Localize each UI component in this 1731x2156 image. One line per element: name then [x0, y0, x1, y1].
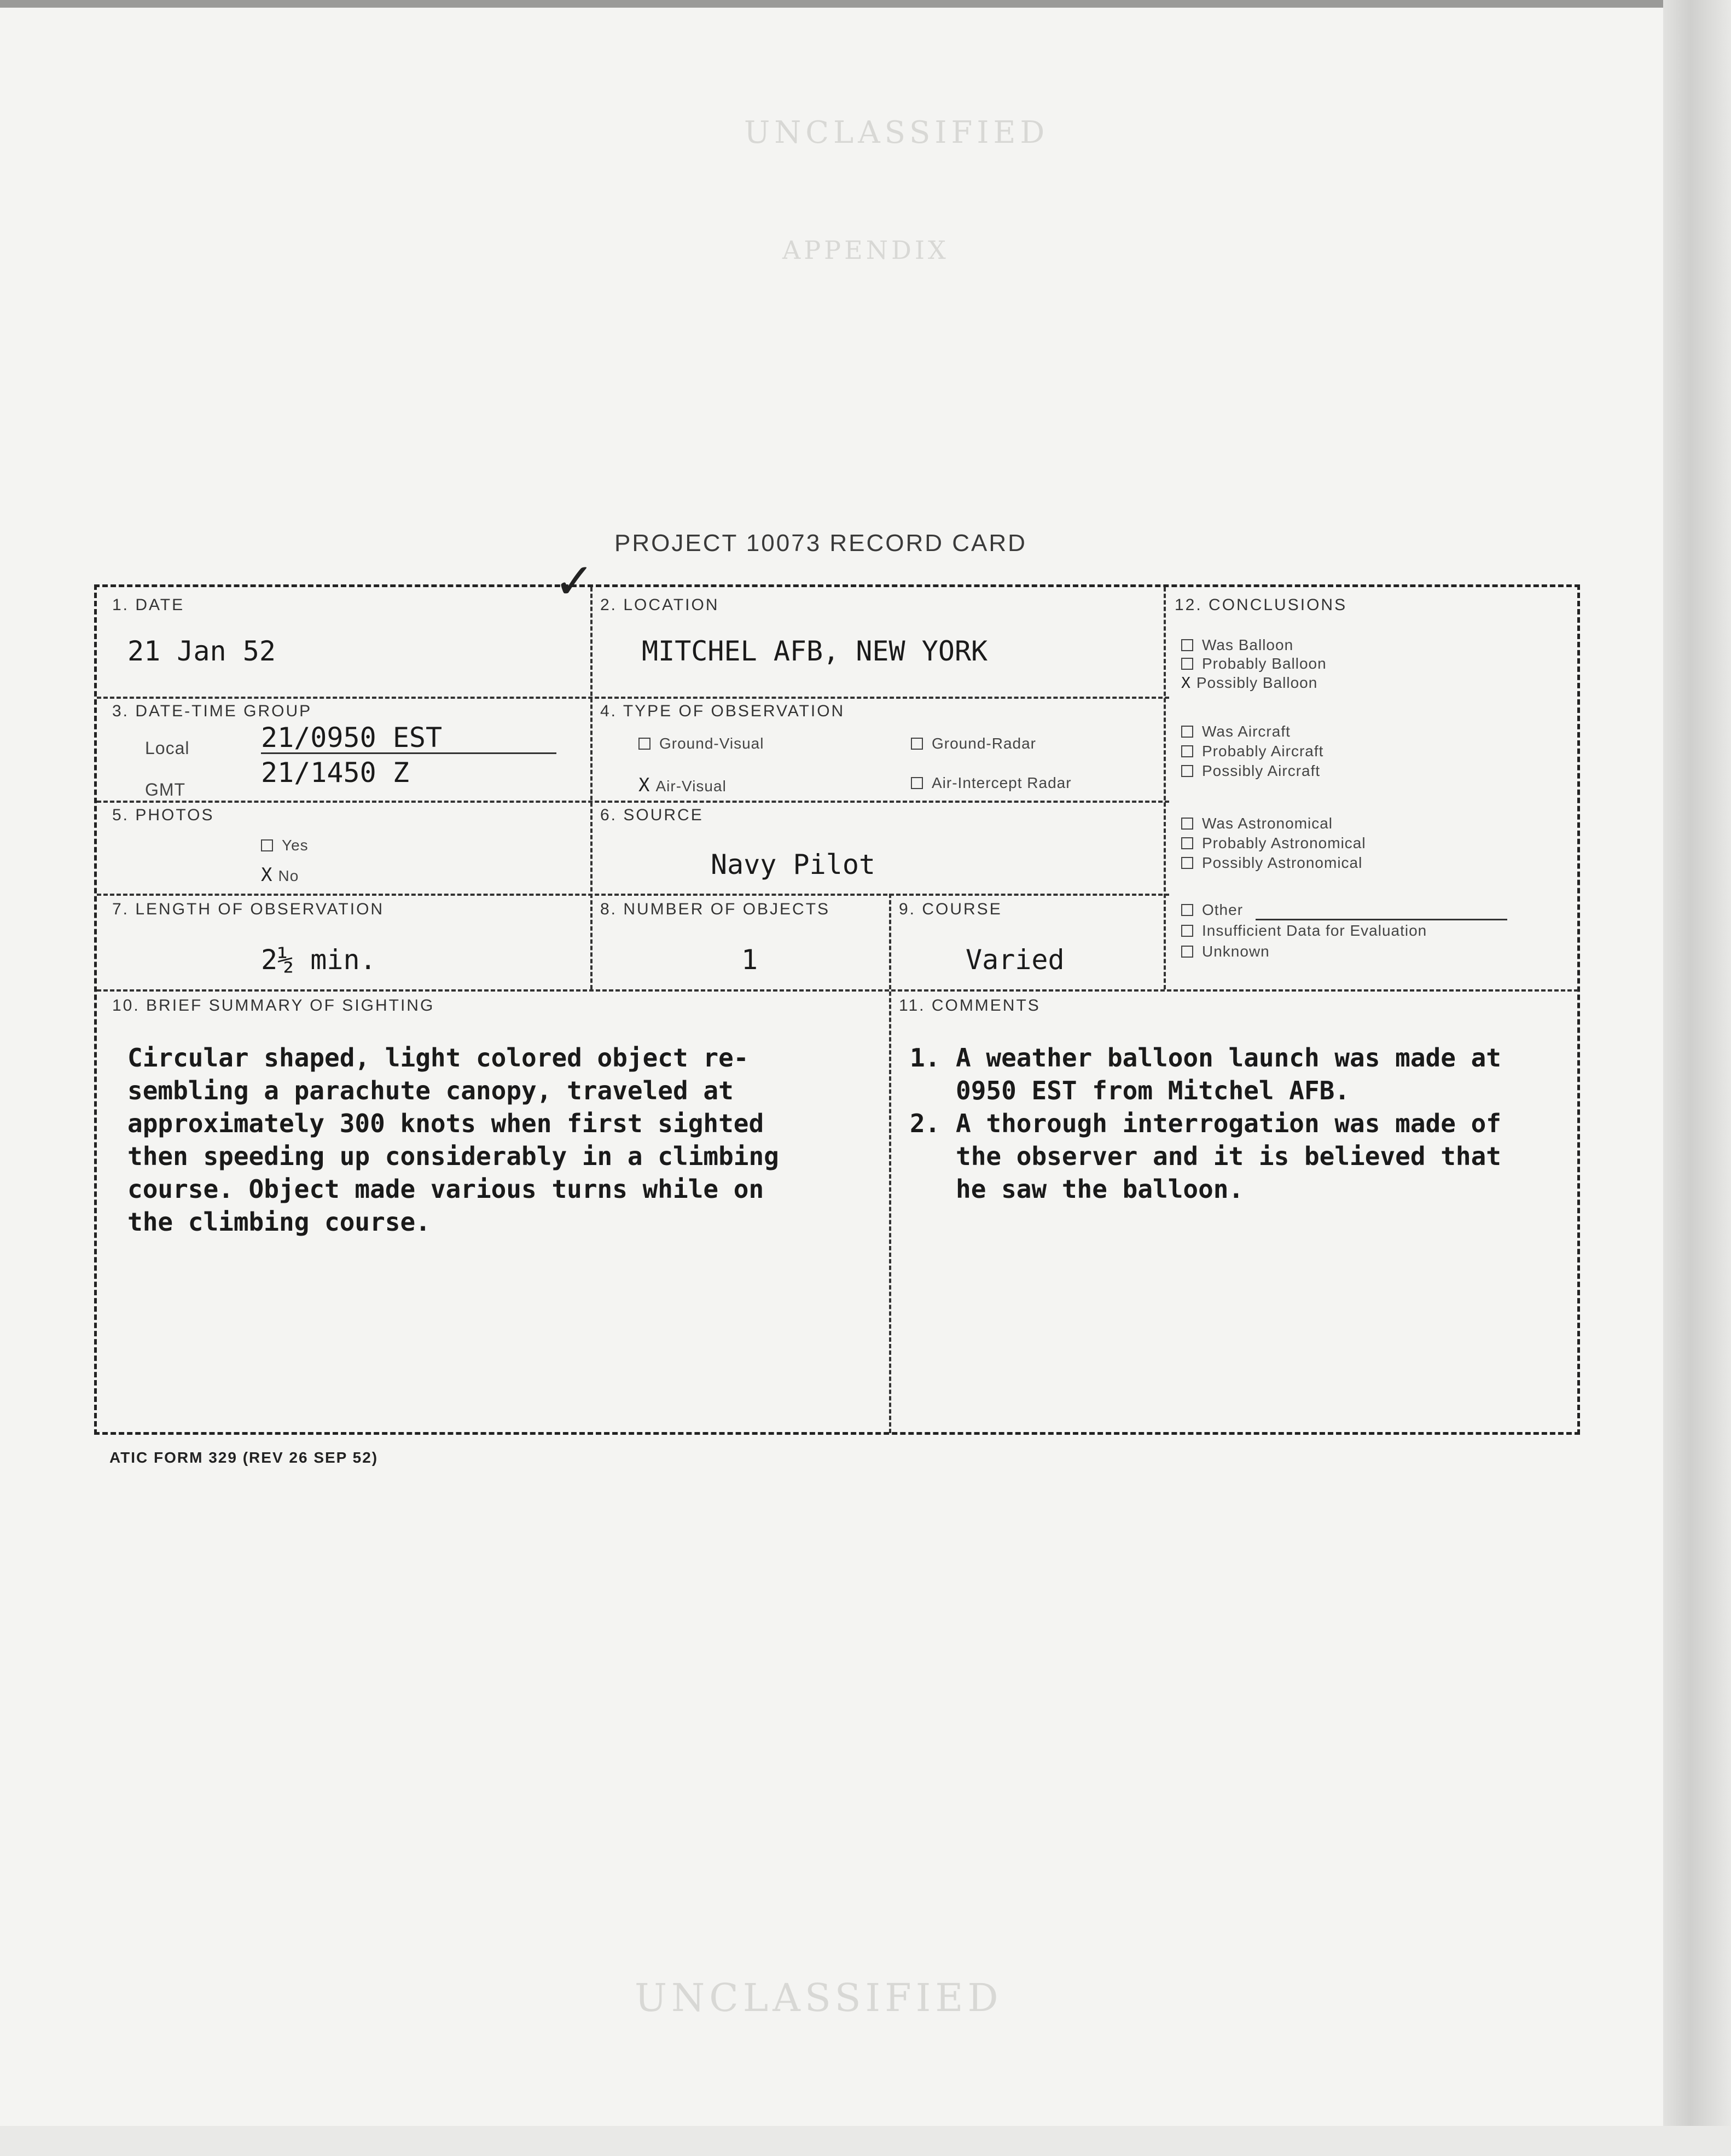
source-value: Navy Pilot: [711, 849, 876, 880]
checkbox-was-balloon[interactable]: [1181, 639, 1193, 651]
checkbox-possibly-aircraft[interactable]: [1181, 765, 1193, 777]
summary-line: approximately 300 knots when first sighted: [127, 1109, 764, 1138]
comment-number: 2.: [910, 1109, 940, 1138]
photos-label: 5. PHOTOS: [112, 806, 214, 824]
concl-insufficient-data[interactable]: Insufficient Data for Evaluation: [1181, 922, 1427, 940]
summary-line: the climbing course.: [127, 1207, 431, 1237]
divider-col-1: [590, 587, 593, 989]
opt-ground-visual[interactable]: Ground-Visual: [638, 735, 764, 752]
comment-number: 1.: [910, 1043, 940, 1073]
comment-line: A thorough interrogation was made of: [956, 1109, 1501, 1138]
divider-row-4: [97, 989, 1578, 992]
concl-other-underline: [1256, 919, 1507, 920]
comment-item: [910, 1041, 1501, 1107]
divider-col-2: [889, 894, 891, 1433]
course-label: 9. COURSE: [899, 900, 1002, 918]
card-title: PROJECT 10073 RECORD CARD: [614, 530, 1027, 557]
concl-unknown[interactable]: Unknown: [1181, 943, 1270, 960]
dtg-local-underline: [261, 752, 556, 754]
summary-line: course. Object made various turns while on: [127, 1174, 764, 1204]
comment-line: the observer and it is believed that: [956, 1141, 1501, 1171]
summary-label: 10. BRIEF SUMMARY OF SIGHTING: [112, 996, 435, 1015]
concl-possibly-astronomical[interactable]: Possibly Astronomical: [1181, 854, 1362, 872]
scan-top-edge: [0, 0, 1731, 8]
checkbox-ground-visual[interactable]: [638, 738, 650, 750]
scan-bottom-edge: [0, 2126, 1731, 2156]
date-label: 1. DATE: [112, 596, 185, 614]
length-value: 2½ min.: [261, 944, 376, 976]
divider-col-conclusions: [1164, 587, 1166, 989]
opt-photos-yes[interactable]: Yes: [261, 837, 309, 854]
record-card: [94, 584, 1580, 1435]
concl-probably-balloon[interactable]: Probably Balloon: [1181, 655, 1327, 673]
comment-line: he saw the balloon.: [956, 1174, 1244, 1204]
comments-text: [910, 1041, 1501, 1205]
checkbox-probably-aircraft[interactable]: [1181, 745, 1193, 757]
comments-label: 11. COMMENTS: [899, 996, 1041, 1015]
checkbox-unknown[interactable]: [1181, 946, 1193, 958]
summary-line: sembling a parachute canopy, traveled at: [127, 1076, 734, 1105]
concl-probably-astronomical[interactable]: Probably Astronomical: [1181, 834, 1366, 852]
checkbox-possibly-astronomical[interactable]: [1181, 857, 1193, 869]
divider-row-3: [97, 894, 1169, 896]
divider-row-1: [97, 697, 1169, 699]
dtg-local-label: Local: [145, 738, 190, 758]
dtg-gmt-label: GMT: [145, 780, 186, 799]
date-value: 21 Jan 52: [127, 635, 276, 667]
checkbox-ground-radar[interactable]: [911, 738, 923, 750]
dtg-local-value: 21/0950 EST: [261, 722, 443, 754]
concl-possibly-balloon[interactable]: X Possibly Balloon: [1181, 674, 1318, 692]
dtg-label: 3. DATE-TIME GROUP: [112, 702, 312, 720]
divider-row-2: [97, 801, 1169, 803]
checkbox-was-astronomical[interactable]: [1181, 818, 1193, 830]
checkmark-air-visual[interactable]: X: [638, 774, 650, 796]
summary-text: [127, 1041, 779, 1238]
ghost-footer: UNCLASSIFIED: [635, 1975, 1003, 2020]
conclusions-label: 12. CONCLUSIONS: [1175, 596, 1347, 614]
type-label: 4. TYPE OF OBSERVATION: [600, 702, 845, 720]
concl-probably-aircraft[interactable]: Probably Aircraft: [1181, 743, 1323, 760]
summary-line: Circular shaped, light colored object re-: [127, 1043, 749, 1073]
comment-item: [910, 1107, 1501, 1205]
checkbox-photos-yes[interactable]: [261, 839, 273, 851]
opt-air-intercept-radar[interactable]: Air-Intercept Radar: [911, 774, 1072, 792]
dtg-gmt-value: 21/1450 Z: [261, 757, 409, 789]
ghost-appendix: APPENDIX: [782, 235, 949, 265]
opt-ground-radar[interactable]: Ground-Radar: [911, 735, 1036, 752]
concl-possibly-aircraft[interactable]: Possibly Aircraft: [1181, 762, 1320, 780]
checkbox-air-intercept-radar[interactable]: [911, 777, 923, 789]
objects-label: 8. NUMBER OF OBJECTS: [600, 900, 830, 918]
ghost-header: UNCLASSIFIED: [744, 115, 1049, 150]
handwritten-check-mark: ✓: [554, 553, 595, 610]
checkmark-possibly-balloon[interactable]: X: [1181, 674, 1191, 692]
checkbox-other[interactable]: [1181, 904, 1193, 916]
concl-other[interactable]: Other: [1181, 901, 1243, 919]
checkmark-photos-no[interactable]: X: [261, 864, 273, 886]
objects-value: 1: [741, 944, 758, 976]
checkbox-probably-balloon[interactable]: [1181, 658, 1193, 670]
comment-line: 0950 EST from Mitchel AFB.: [956, 1076, 1350, 1105]
concl-was-balloon[interactable]: Was Balloon: [1181, 636, 1293, 654]
concl-was-astronomical[interactable]: Was Astronomical: [1181, 815, 1333, 832]
scan-right-edge: [1663, 0, 1731, 2156]
course-value: Varied: [966, 944, 1065, 976]
checkbox-probably-astronomical[interactable]: [1181, 837, 1193, 849]
length-label: 7. LENGTH OF OBSERVATION: [112, 900, 385, 918]
comment-line: A weather balloon launch was made at: [956, 1043, 1501, 1073]
checkbox-insufficient-data[interactable]: [1181, 925, 1193, 937]
opt-air-visual[interactable]: X Air-Visual: [638, 774, 727, 796]
location-label: 2. LOCATION: [600, 596, 719, 614]
opt-photos-no[interactable]: X No: [261, 864, 299, 886]
location-value: MITCHEL AFB, NEW YORK: [642, 635, 988, 667]
form-number: ATIC FORM 329 (REV 26 SEP 52): [109, 1449, 379, 1466]
summary-line: then speeding up considerably in a climbing: [127, 1141, 779, 1171]
concl-was-aircraft[interactable]: Was Aircraft: [1181, 723, 1291, 740]
source-label: 6. SOURCE: [600, 806, 704, 824]
checkbox-was-aircraft[interactable]: [1181, 726, 1193, 738]
